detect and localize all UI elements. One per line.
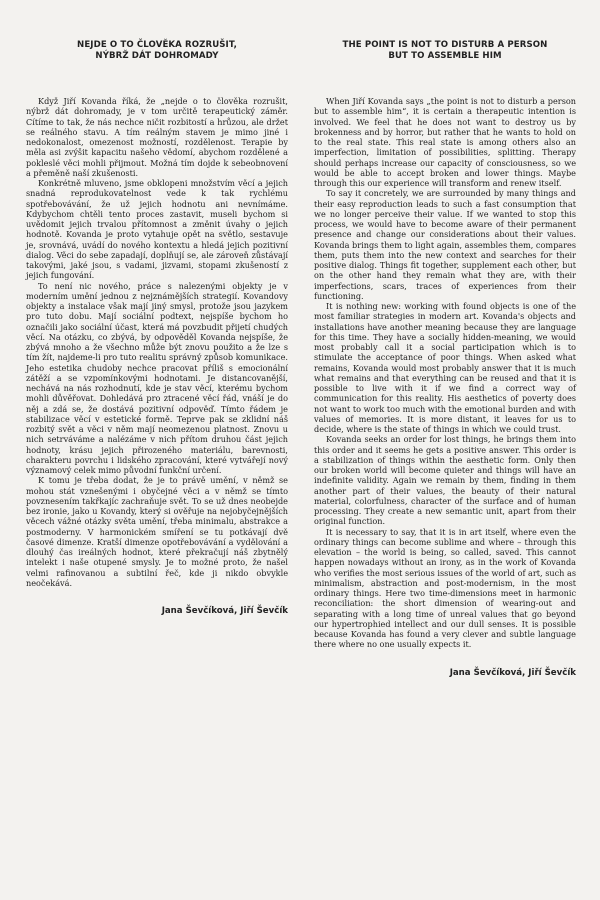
english-paragraph: When Jiří Kovanda says „the point is not to disturb a person but to assemble him“, it is certain a therapeutic intention is involved. We feel that he does not want to destroy us by brokenness and by horror, but rather that he wants to hold on to the real state. This real state is among others also an imperfection, limitation of possibilities, splitting. Therapy should perhaps increase our capacity of consciousness, so we would be able to accept broken and lower things. Maybe through this our experience will transform and renew itself. bbox=[314, 96, 576, 188]
czech-paragraph: K tomu je třeba dodat, že je to právě umění, v němž se mohou stát vznešenými i obyčejné věci a v němž se tímto povznesením takřkajíc zachraňuje svět. To se už dnes neobejde bez ironie, jako u Kovandy, který si ověřuje na nejobyčejnějších věcech vážné otázky světa umění, třeba minimalu, abstrakce a postmoderny. V harmonickém smíření se tu potkávají dvě časové dimenze. Kratší dimenze opotřebovávání a vydělování a dlouhý čas ireálných hodnot, které překračují náš zbytnělý intelekt i naše otupené smysly. Je to možné proto, že našel velmi rafinovanou a subtilní řeč, kde ji nikdo obvykle neočekává. bbox=[26, 475, 288, 588]
english-title-line1: THE POINT IS NOT TO DISTURB A PERSON bbox=[342, 40, 548, 50]
english-paragraph: Kovanda seeks an order for lost things, he brings them into this order and it seems he gets a positive answer. This order is a stabilization of things within the aesthetic form. Only then our broken world will become quieter and things will have an indefinite validity. Again we remain by them, finding in them another part of their values, the beauty of their natural material, colorfulness, character of the surface and of human processing. They create a new semantic unit, apart from their original function. bbox=[314, 434, 576, 527]
czech-paragraph: Konkrétně mluveno, jsme obklopeni množstvím věcí a jejich snadná reprodukovatelnost vede k tak rychlému spotřebovávání, že už jejich hodnotu ani nevnímáme. Kdybychom chtěli tento proces zastavit, museli bychom si uvědomit jejich trvalou přítomnost a změnit úvahy o jejich hodnotě. Kovanda je proto vytahuje opět na světlo, sestavuje je, srovnává, uvádí do nového kontextu a hledá jejich pozitivní dialog. Věci do sebe zapadají, doplňují se, ale zároveň zůstávají takovými, jaké jsou, s vadami, jizvami, stopami zkušeností z jejich fungování. bbox=[26, 178, 288, 281]
czech-title-line1: NEJDE O TO ČLOVĚKA ROZRUŠIT, bbox=[77, 40, 237, 50]
english-paragraph: To say it concretely, we are surrounded by many things and their easy reproduction leads to such a fast consumption that we no longer perceive their value. If we wanted to stop this process, we would have to become aware of their permanent presence and change our considerations about their values. Kovanda brings them to light again, assembles them, compares them, puts them into the new context and searches for their positive dialog. Things fit together, supplement each other, but on the other hand they remain what they are, with their imperfections, scars, traces of experiences from their functioning. bbox=[314, 188, 576, 301]
czech-signature: Jana Ševčíková, Jiří Ševčík bbox=[161, 606, 288, 616]
english-title-line2: BUT TO ASSEMBLE HIM bbox=[388, 51, 502, 61]
czech-column bbox=[26, 40, 288, 616]
english-title bbox=[314, 40, 576, 62]
czech-paragraph: Když Jiří Kovanda říká, že „nejde o to člověka rozrušit, nýbrž dát dohromady, je v tom určitě terapeutický záměr. Cítíme to tak, že nás nechce ničit rozbitostí a hrůzou, ale držet se reálného stavu. A tím reálným stavem je mimo jiné i nedokonalost, omezenost možností, rozdělenost. Terapie by měla asi zvýšit kapacitu našeho vědomí, abychom rozdělené a pokleslé věci mohli přijmout. Možná tím dojde k sebeobnovení a přeměně naší zkušenosti. bbox=[26, 96, 288, 178]
english-signature: Jana Ševčíková, Jiří Ševčík bbox=[449, 667, 576, 678]
english-paragraph: It is nothing new: working with found objects is one of the most familiar strategies in modern art. Kovanda's objects and installations have another meaning because they are language for this time. They have a socially hidden-meaning, we would most probably call it a social participation which is to stimulate the acceptance of poor things. When asked what remains, Kovanda would most probably answer that it is much what remains and that everything can be reused and that it is possible to live with it if we find a correct way of communication for this reality. His aesthetics of poverty does not want to work too much with the emotional burden and with values of memories. It is more distant, it leaves for us to decide, where is the state of things in which we could trust. bbox=[314, 301, 576, 434]
english-column bbox=[314, 40, 576, 678]
czech-paragraph: To není nic nového, práce s nalezenými objekty je v moderním umění jednou z nejznámějších strategií. Kovandovy objekty a instalace však mají jiný smysl, protože jsou jazykem pro tuto dobu. Mají sociální podtext, nejspíše bychom ho označili jako sociální účast, která má povzbudit přijetí chudých věcí. Na otázku, co zbývá, by odpověděl Kovanda nejspíše, že zbývá mnoho a že všechno může být znovu použito a že lze s tím žít, najdeme-li pro tuto realitu správný způsob komunikace. Jeho estetika chudoby nechce pracovat příliš s emocionální zátěží a se vzpomínkovými hodnotami. Je distancovanější, nechává na nás rozhodnutí, kde je stav věcí, kterému bychom mohli důvěřovat. Dohledává pro ztracené věcí řád, vnáší je do něj a zdá se, že dostává pozitivní odpověď. Tímto řádem je stabilizace věcí v estetické formě. Teprve pak se zklidní náš rozbitý svět a věci v něm mají neomezenou platnost. Znovu u nich setrváváme a nalézáme v nich přítom druhou část jejich hodnoty, krásu jejich přirozeného materiálu, barevnosti, charakteru povrchu i lidského zpracování, které vytvářejí nový významový celek mimo původní funkční určení. bbox=[26, 280, 288, 475]
english-paragraph: It is necessary to say, that it is in art itself, where even the ordinary things can become sublime and where – through this elevation – the world is being, so called, saved. This cannot happen nowadays without an irony, as in the work of Kovanda who verifies the most serious issues of the world of art, such as minimalism, abstraction and post-modernism, in the most ordinary things. Here two time-dimensions meet in harmonic reconciliation: the short dimension of wearing-out and separating with a long time of unreal values that go beyond our hypertrophied intellect and our dull senses. It is possible because Kovanda has found a very clever and subtle language there where no one usually expects it. bbox=[314, 526, 576, 650]
czech-title bbox=[26, 40, 288, 62]
czech-title-line2: NÝBRŽ DÁT DOHROMADY bbox=[95, 51, 219, 61]
